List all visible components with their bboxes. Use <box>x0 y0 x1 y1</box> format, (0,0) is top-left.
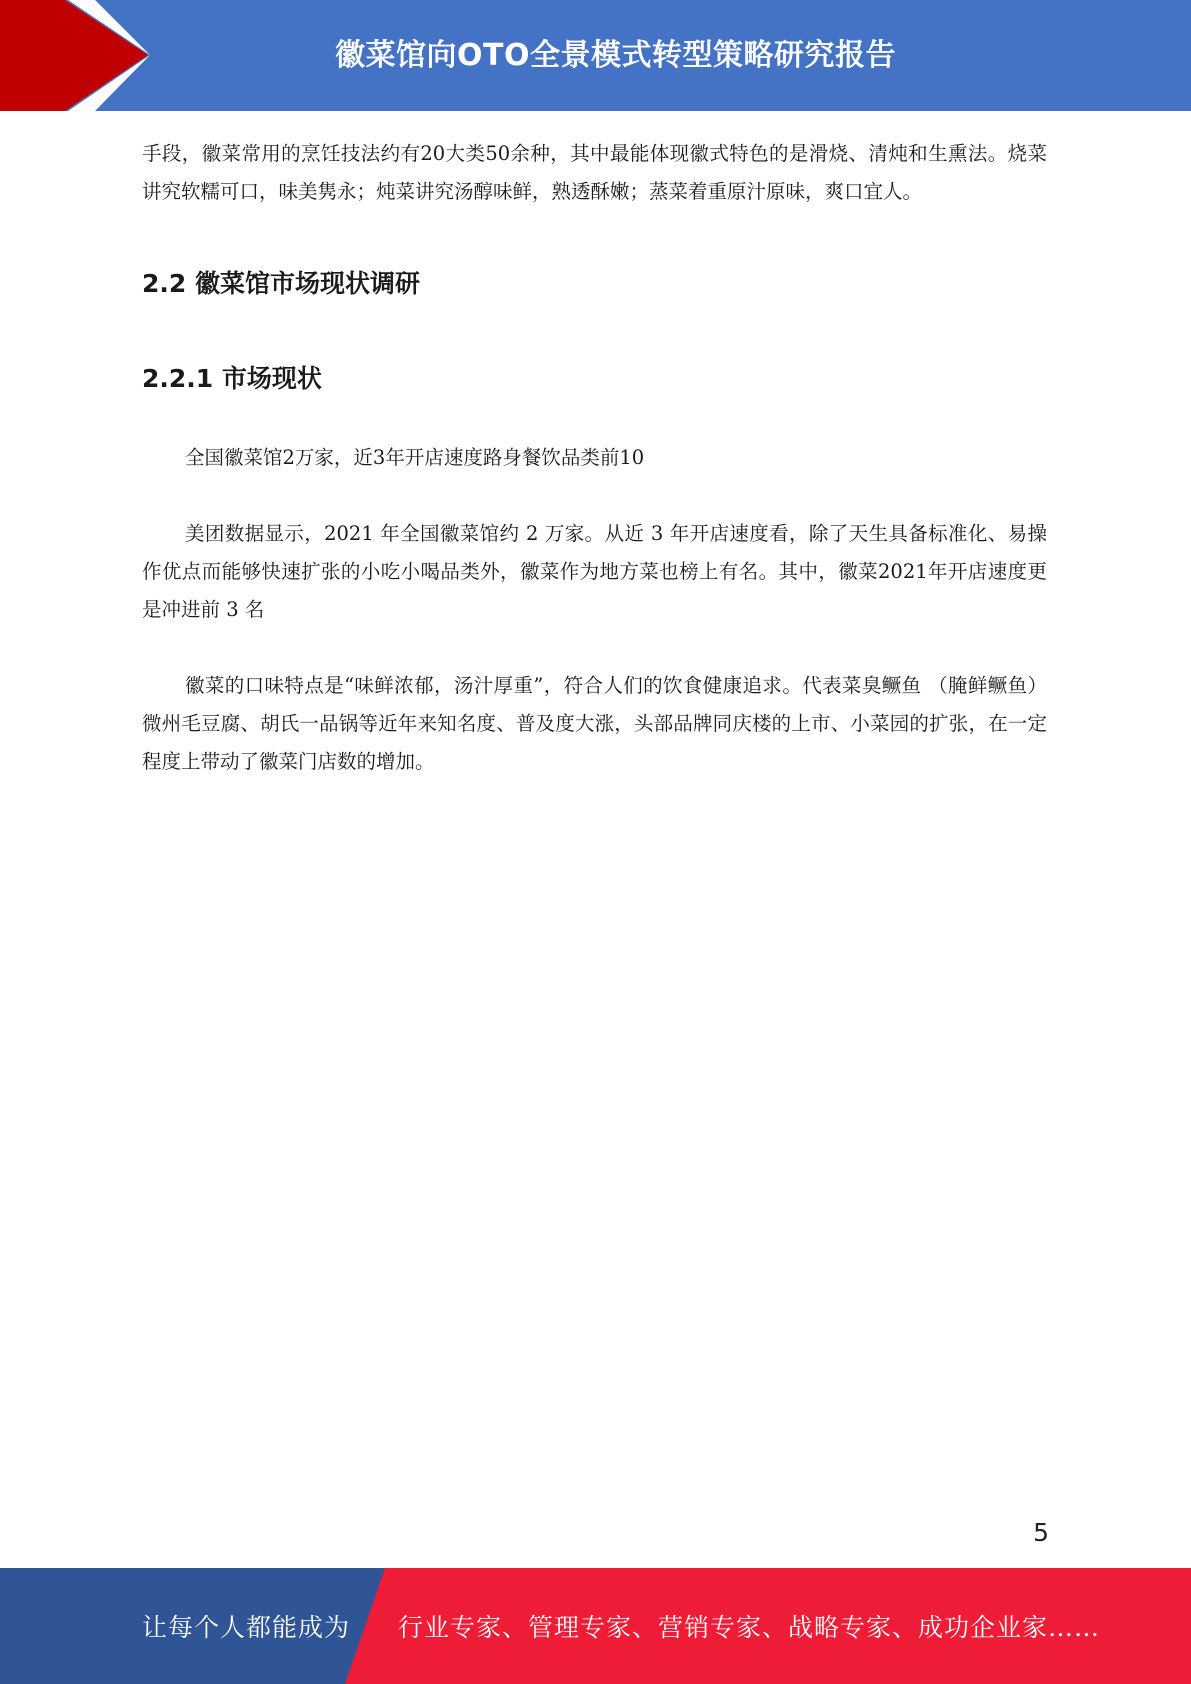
section-heading: 2.2 徽菜馆市场现状调研 <box>142 269 420 298</box>
body-paragraph: 徽菜的口味特点是“味鲜浓郁，汤汁厚重”，符合人们的饮食健康追求。代表菜臭鳜鱼 （腌鲜鳜鱼）微州毛豆腐、胡氏一品锅等近年来知名度、普及度大涨，头部品牌同庆楼的上市、小菜园的扩张，在一定程度上带动了徽菜门店数的增加。 <box>142 674 1047 773</box>
body-paragraph: 全国徽菜馆2万家，近3年开店速度路身餐饮品类前10 <box>185 446 645 469</box>
report-title: 徽菜馆向OTO全景模式转型策略研究报告 <box>335 38 896 73</box>
footer-slogan-right: 行业专家、管理专家、营销专家、战略专家、成功企业家…… <box>398 1613 1101 1642</box>
subsection-heading: 2.2.1 市场现状 <box>142 364 322 393</box>
page-content <box>142 135 1047 781</box>
page-footer <box>0 1568 1191 1684</box>
intro-paragraph: 手段，徽菜常用的烹饪技法约有20大类50余种，其中最能体现徽式特色的是滑烧、清炖和生熏法。烧菜讲究软糯可口，味美隽永；炖菜讲究汤醇味鲜，熟透酥嫩；蒸菜着重原汁原味，爽口宜人。 <box>142 142 1047 203</box>
body-paragraph: 美团数据显示，2021 年全国徽菜馆约 2 万家。从近 3 年开店速度看，除了天生具备标准化、易操作优点而能够快速扩张的小吃小喝品类外，徽菜作为地方菜也榜上有名。其中，徽菜2021年开店速度更是冲进前 3 名 <box>142 522 1047 621</box>
footer-slogan-left: 让每个人都能成为 <box>142 1613 351 1642</box>
page-header <box>0 0 1191 111</box>
page-number: 5 <box>1033 1518 1049 1547</box>
